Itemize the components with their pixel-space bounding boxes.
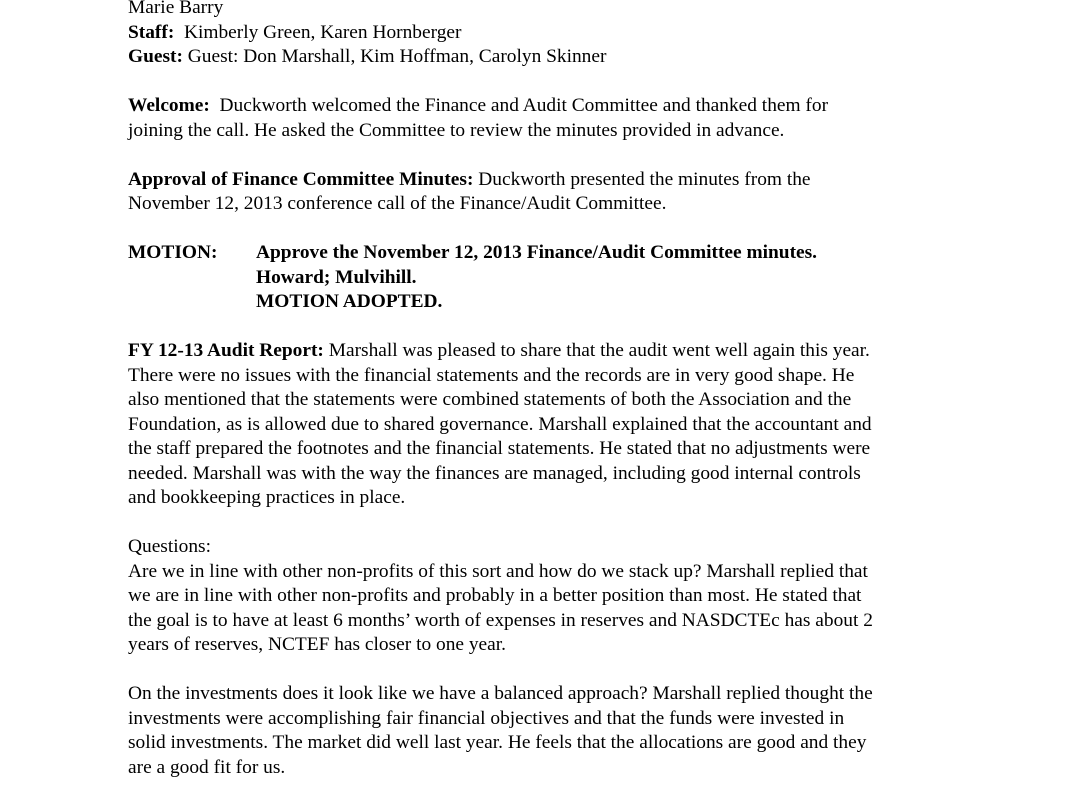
motion-result: MOTION ADOPTED. [256, 291, 443, 312]
audit-text-6: needed. Marshall was with the way the finances are managed, including good internal controls [128, 462, 861, 484]
question-1-text-1: Are we in line with other non-profits of this sort and how do we stack up? Marshall replied that [128, 560, 868, 582]
question-1-text-2: we are in line with other non-profits and probably in a better position than most. He stated that [128, 585, 862, 606]
welcome-line-1 [128, 94, 968, 119]
audit-text-5: the staff prepared the footnotes and the financial statements. He stated that no adjustments were [128, 438, 871, 459]
question-1-text-3: the goal is to have at least 6 months’ worth of expenses in reserves and NASDCTEc has about 2 [128, 609, 873, 631]
audit-text-7: and bookkeeping practices in place. [128, 487, 406, 508]
approval-text-2: November 12, 2013 conference call of the Finance/Audit Committee. [128, 193, 667, 214]
motion-body [256, 241, 817, 315]
audit-text-1: Marshall was pleased to share that the audit went well again this year. [328, 340, 870, 361]
question-1-text-4: years of reserves, NCTEF has closer to one year. [128, 634, 506, 655]
audit-text-4: Foundation, as is allowed due to shared governance. Marshall explained that the accountant and [128, 413, 872, 435]
audit-text-3: also mentioned that the statements were combined statements of both the Association and the [128, 389, 852, 410]
welcome-heading: Welcome: [128, 95, 210, 116]
document-page [128, 0, 968, 780]
guest-label: Guest: [128, 46, 183, 67]
welcome-text-1: Duckworth welcomed the Finance and Audit Committee and thanked them for [219, 95, 829, 116]
guest-names: Guest: Don Marshall, Kim Hoffman, Carolyn Skinner [187, 46, 607, 67]
questions-heading: Questions: [128, 536, 211, 557]
audit-line-1 [128, 339, 968, 364]
motion-text: Approve the November 12, 2013 Finance/Audit Committee minutes. [256, 242, 818, 263]
approval-line-1 [128, 168, 968, 193]
question-2-text-4: are a good fit for us. [128, 756, 286, 778]
attendee-name: Marie Barry [128, 0, 224, 18]
staff-names: Kimberly Green, Karen Hornberger [184, 21, 462, 43]
approval-text-1: Duckworth presented the minutes from the [478, 168, 811, 190]
motion-movers: Howard; Mulvihill. [256, 266, 417, 288]
motion-block [128, 241, 968, 315]
motion-label: MOTION: [128, 242, 218, 263]
approval-heading: Approval of Finance Committee Minutes: [128, 168, 474, 190]
question-2-text-2: investments were accomplishing fair financial objectives and that the funds were invested in [128, 707, 845, 729]
audit-text-2: There were no issues with the financial statements and the records are in very good shape. He [128, 364, 855, 386]
question-2-text-3: solid investments. The market did well last year. He feels that the allocations are good and they [128, 732, 867, 753]
welcome-text-2: joining the call. He asked the Committee to review the minutes provided in advance. [128, 119, 785, 141]
question-2-text-1: On the investments does it look like we have a balanced approach? Marshall replied thought the [128, 683, 873, 704]
staff-label: Staff: [128, 21, 175, 43]
staff-line [128, 21, 968, 46]
guest-line [128, 45, 968, 70]
audit-heading: FY 12-13 Audit Report: [128, 340, 324, 361]
